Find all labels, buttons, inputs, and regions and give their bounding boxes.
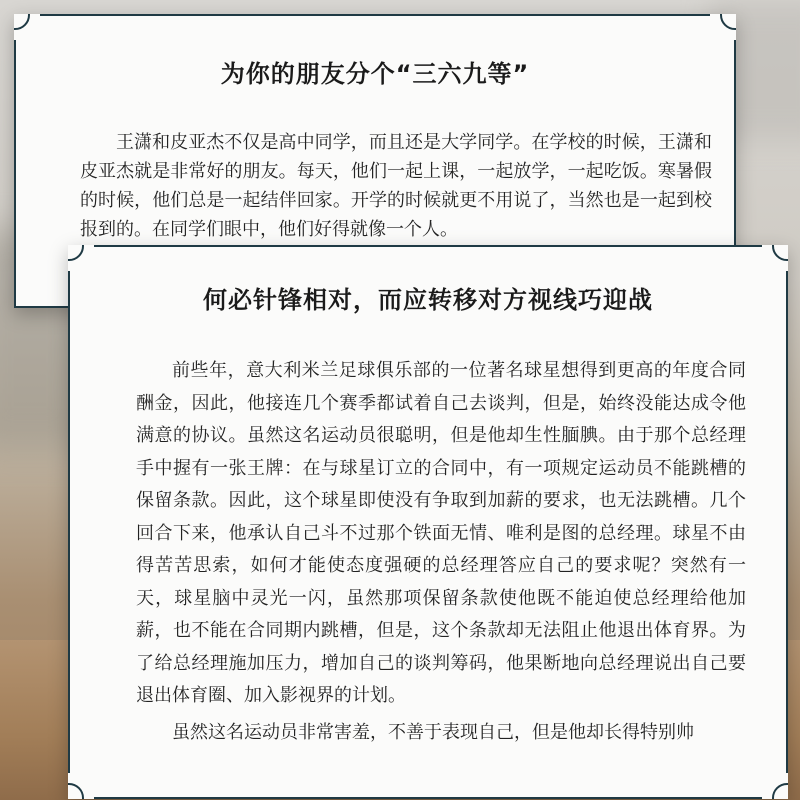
corner-ornament xyxy=(710,14,736,40)
article-card-main xyxy=(68,245,788,799)
article-paragraph: 前些年，意大利米兰足球俱乐部的一位著名球星想得到更高的年度合同酬金，因此，他接连几个赛季都试着自己去谈判，但是，始终没能达成令他满意的协议。虽然这名运动员很聪明，但是他却生性腼腆。由于那个总经理手中握有一张王牌：在与球星订立的合同中，有一项规定运动员不能跳槽的保留条款。因此，这个球星即使没有争取到加薪的要求，也无法跳槽。几个回合下来，他承认自己斗不过那个铁面无情、唯利是图的总经理。球星不由得苦苦思索，如何才能使态度强硬的总经理答应自己的要求呢？突然有一天，球星脑中灵光一闪，虽然那项保留条款使他既不能迫使总经理给他加薪，也不能在合同期内跳槽，但是，这个条款却无法阻止他退出体育界。为了给总经理施加压力，增加自己的谈判筹码，他果断地向总经理说出自己要退出体育圈、加入影视界的计划。 xyxy=(136,360,746,706)
corner-ornament xyxy=(68,773,94,799)
article-title-main: 何必针锋相对，而应转移对方视线巧迎战 xyxy=(203,286,653,314)
article-body-top xyxy=(80,128,712,244)
corner-ornament xyxy=(762,773,788,799)
article-body-main xyxy=(136,355,746,749)
article-paragraph: 虽然这名运动员非常害羞，不善于表现自己，但是他却长得特别帅 xyxy=(172,721,694,743)
article-paragraph: 王潇和皮亚杰不仅是高中同学，而且还是大学同学。在学校的时候，王潇和皮亚杰就是非常好的朋友。每天，他们一起上课，一起放学，一起吃饭。寒暑假的时候，他们总是一起结伴回家。开学的时候就更不用说了，当然也是一起到校报到的。在同学们眼中，他们好得就像一个人。 xyxy=(80,132,712,240)
corner-ornament xyxy=(68,245,94,271)
article-title-top: 为你的朋友分个“三六九等” xyxy=(220,60,530,88)
corner-ornament xyxy=(762,245,788,271)
corner-ornament xyxy=(14,14,40,40)
